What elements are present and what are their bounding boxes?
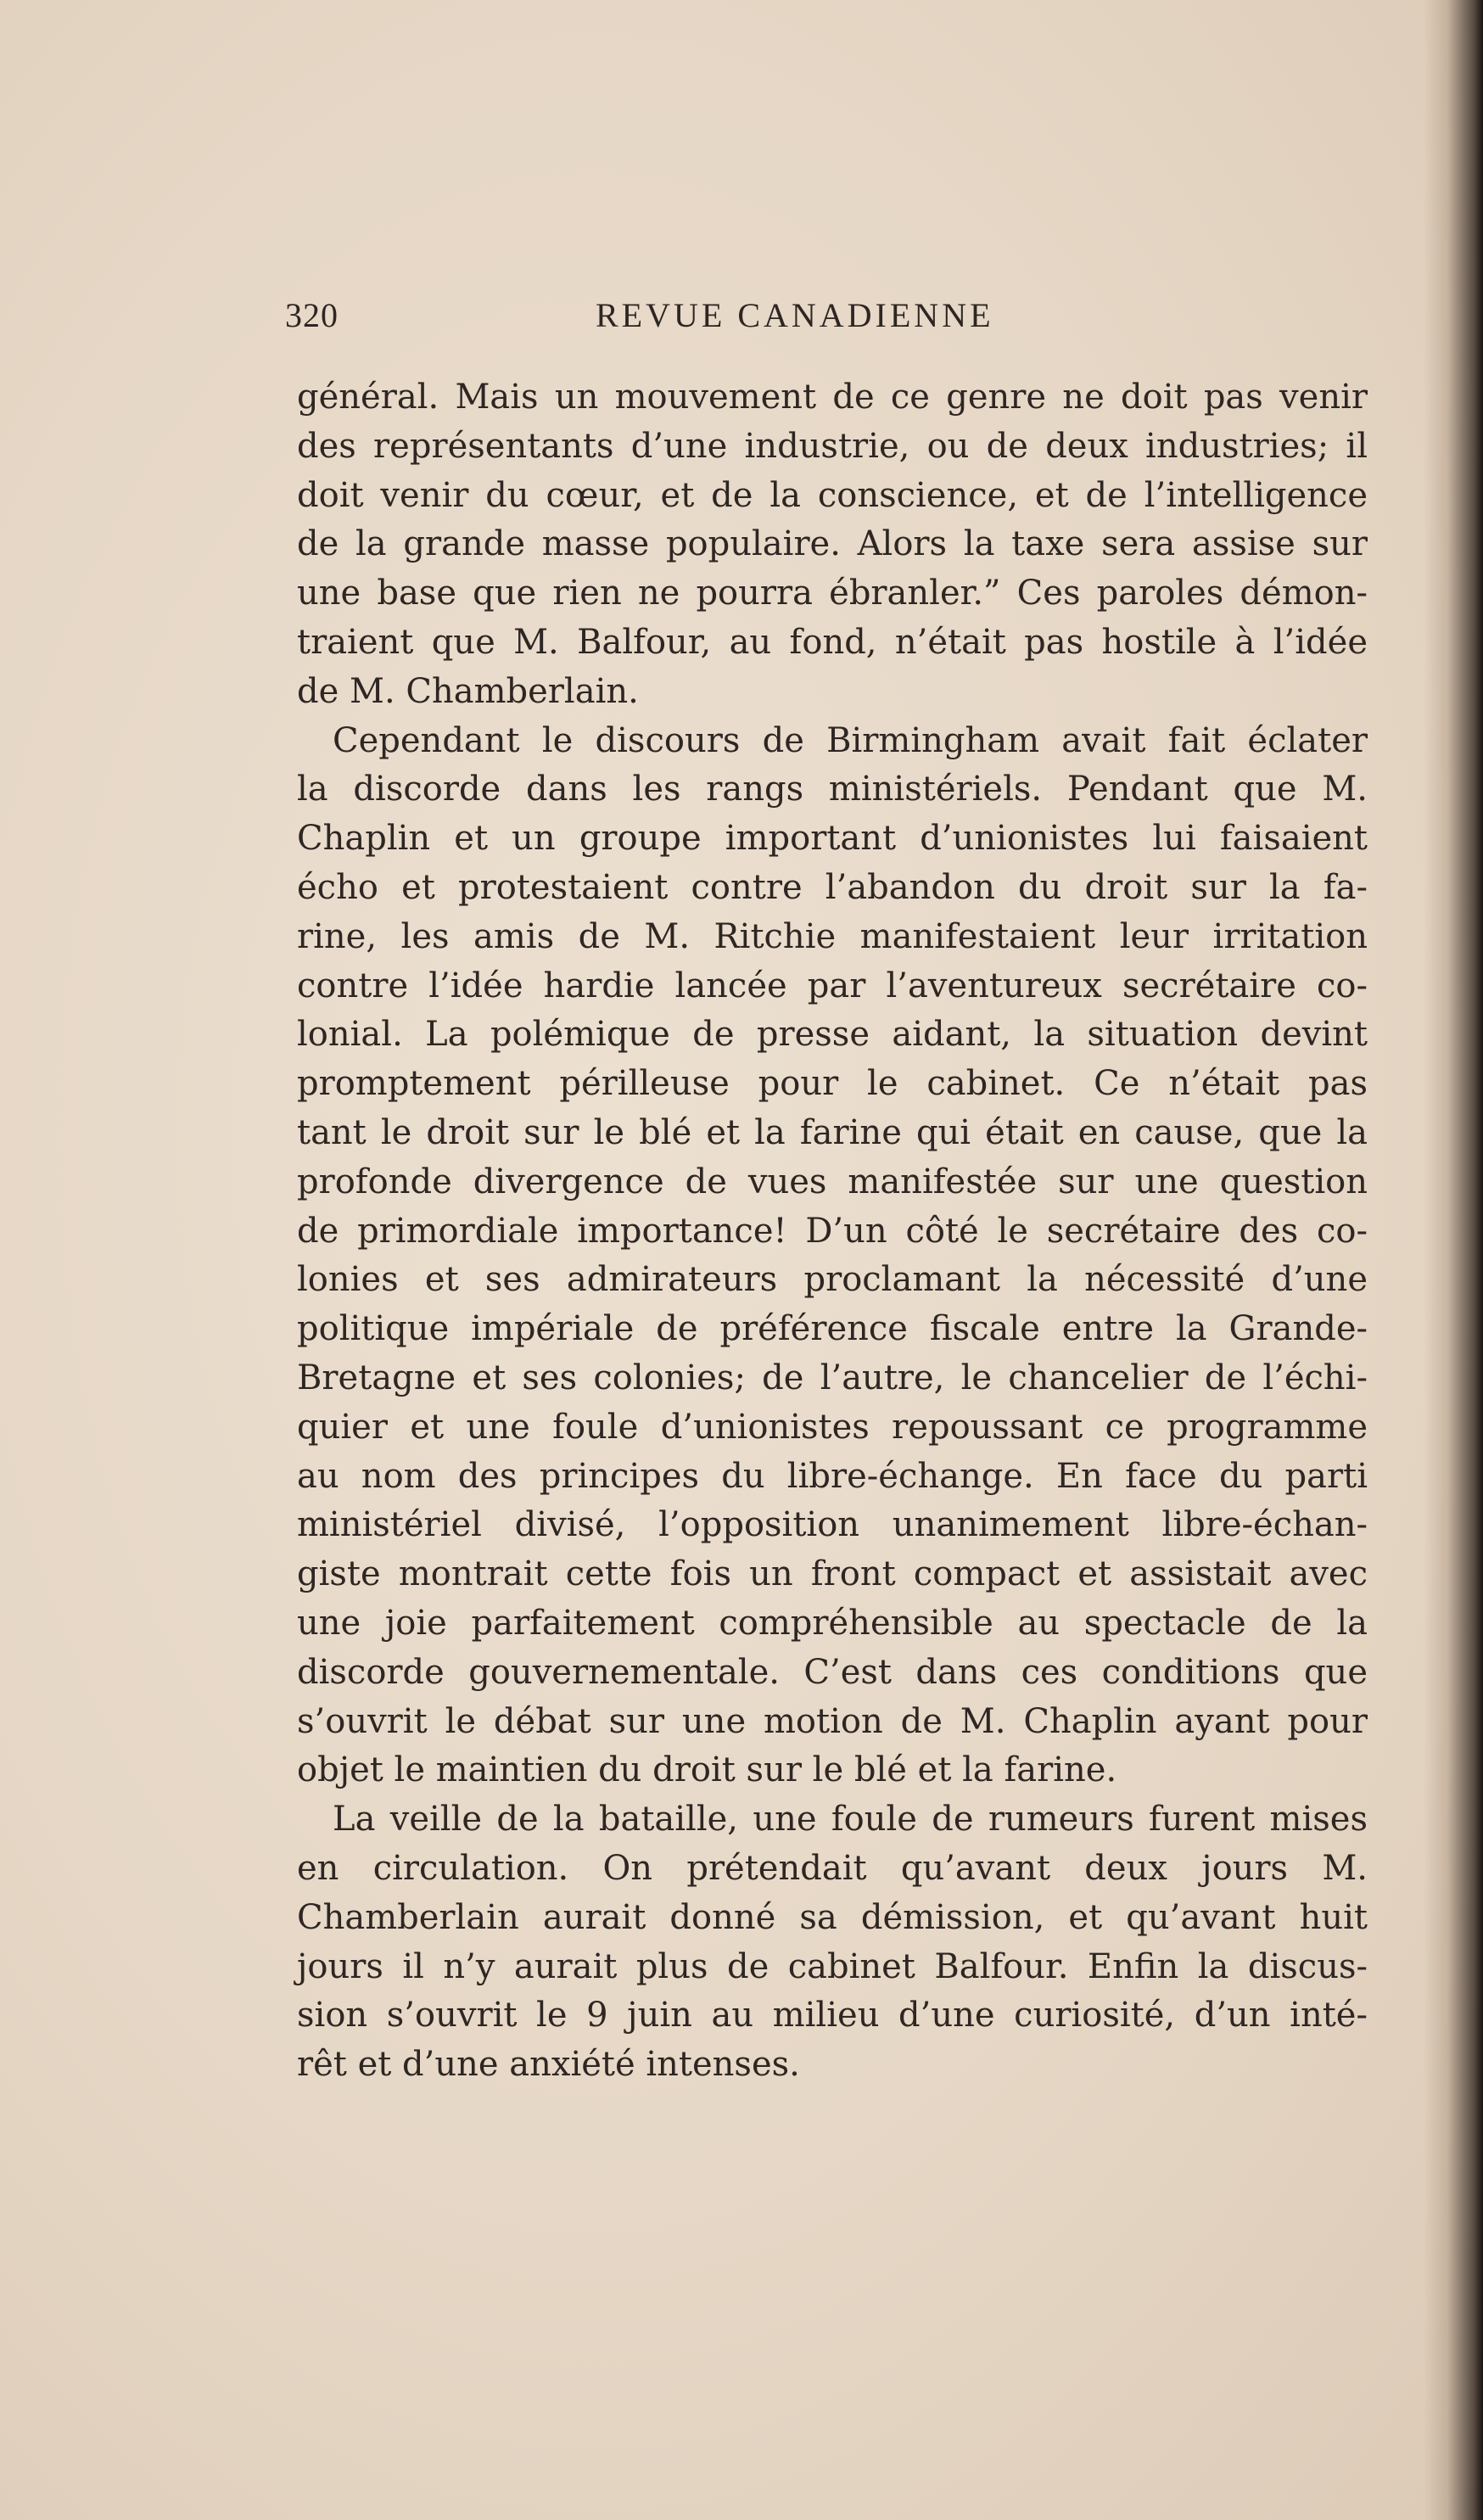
paragraph-1 <box>297 373 1368 717</box>
text-line: Cependant le discours de Birmingham avait fait éclater <box>333 720 1368 760</box>
text-line: Chaplin et un groupe important d’unionistes lui faisaient <box>297 819 1368 859</box>
text-line: la discorde dans les rangs ministériels. Pendant que M. <box>297 770 1368 809</box>
text-line: de la grande masse populaire. Alors la taxe sera assise sur <box>297 524 1368 564</box>
text-line: une base que rien ne pourra ébranler.” Ces paroles démon- <box>297 574 1368 613</box>
text-line: lonial. La polémique de presse aidant, la situation devint <box>297 1015 1368 1055</box>
text-line: politique impériale de préférence fiscale entre la Grande- <box>297 1309 1368 1349</box>
text-line: Bretagne et ses colonies; de l’autre, le chancelier de l’échi- <box>297 1358 1368 1397</box>
text-line: Chamberlain aurait donné sa démission, et qu’avant huit <box>297 1897 1368 1937</box>
page-number: 320 <box>285 296 339 334</box>
text-line: au nom des principes du libre-échange. En face du parti <box>297 1456 1368 1496</box>
text-line: en circulation. On prétendait qu’avant deux jours M. <box>297 1848 1368 1888</box>
text-line: La veille de la bataille, une foule de rumeurs furent mises <box>333 1800 1368 1840</box>
page-header <box>285 295 1371 346</box>
text-line: de primordiale importance! D’un côté le secrétaire des co- <box>297 1211 1368 1251</box>
text-line: tant le droit sur le blé et la farine qui était en cause, que la <box>297 1112 1368 1152</box>
paragraph-3 <box>297 1795 1368 2090</box>
text-line: lonies et ses admirateurs proclamant la nécessité d’une <box>297 1260 1368 1300</box>
text-line: une joie parfaitement compréhensible au spectacle de la <box>297 1603 1368 1643</box>
paragraph-2 <box>297 717 1368 1796</box>
text-line: giste montrait cette fois un front compact et assistait avec <box>297 1554 1368 1594</box>
text-line: des représentants d’une industrie, ou de deux industries; il <box>297 426 1368 466</box>
text-line: objet le maintien du droit sur le blé et la farine. <box>297 1750 1117 1790</box>
text-line: quier et une foule d’unionistes repoussant ce programme <box>297 1407 1368 1447</box>
text-line: discorde gouvernementale. C’est dans ces conditions que <box>297 1652 1368 1692</box>
text-line: ministériel divisé, l’opposition unanimement libre-échan- <box>297 1505 1368 1545</box>
text-line: jours il n’y aurait plus de cabinet Balfour. Enfin la discus- <box>297 1946 1368 1986</box>
text-line: rine, les amis de M. Ritchie manifestaient leur irritation <box>297 916 1368 956</box>
page-edge-shadow <box>1424 0 1483 2520</box>
text-line: promptement périlleuse pour le cabinet. Ce n’était pas <box>297 1064 1368 1104</box>
text-line: écho et protestaient contre l’abandon du droit sur la fa- <box>297 867 1368 907</box>
text-line: profonde divergence de vues manifestée sur une question <box>297 1162 1368 1201</box>
text-line: s’ouvrit le débat sur une motion de M. Chaplin ayant pour <box>297 1701 1368 1741</box>
text-line: sion s’ouvrit le 9 juin au milieu d’une curiosité, d’un inté- <box>297 1996 1368 2036</box>
body-text <box>297 373 1368 2090</box>
text-line: général. Mais un mouvement de ce genre ne doit pas venir <box>297 378 1368 417</box>
text-line: rêt et d’une anxiété intenses. <box>297 2045 800 2085</box>
text-line: contre l’idée hardie lancée par l’aventureux secrétaire co- <box>297 966 1368 1005</box>
text-line: traient que M. Balfour, au fond, n’était pas hostile à l’idée <box>297 622 1368 662</box>
text-line: doit venir du cœur, et de la conscience, et de l’intelligence <box>297 475 1368 515</box>
text-line: de M. Chamberlain. <box>297 671 639 711</box>
running-head: REVUE CANADIENNE <box>596 296 994 334</box>
